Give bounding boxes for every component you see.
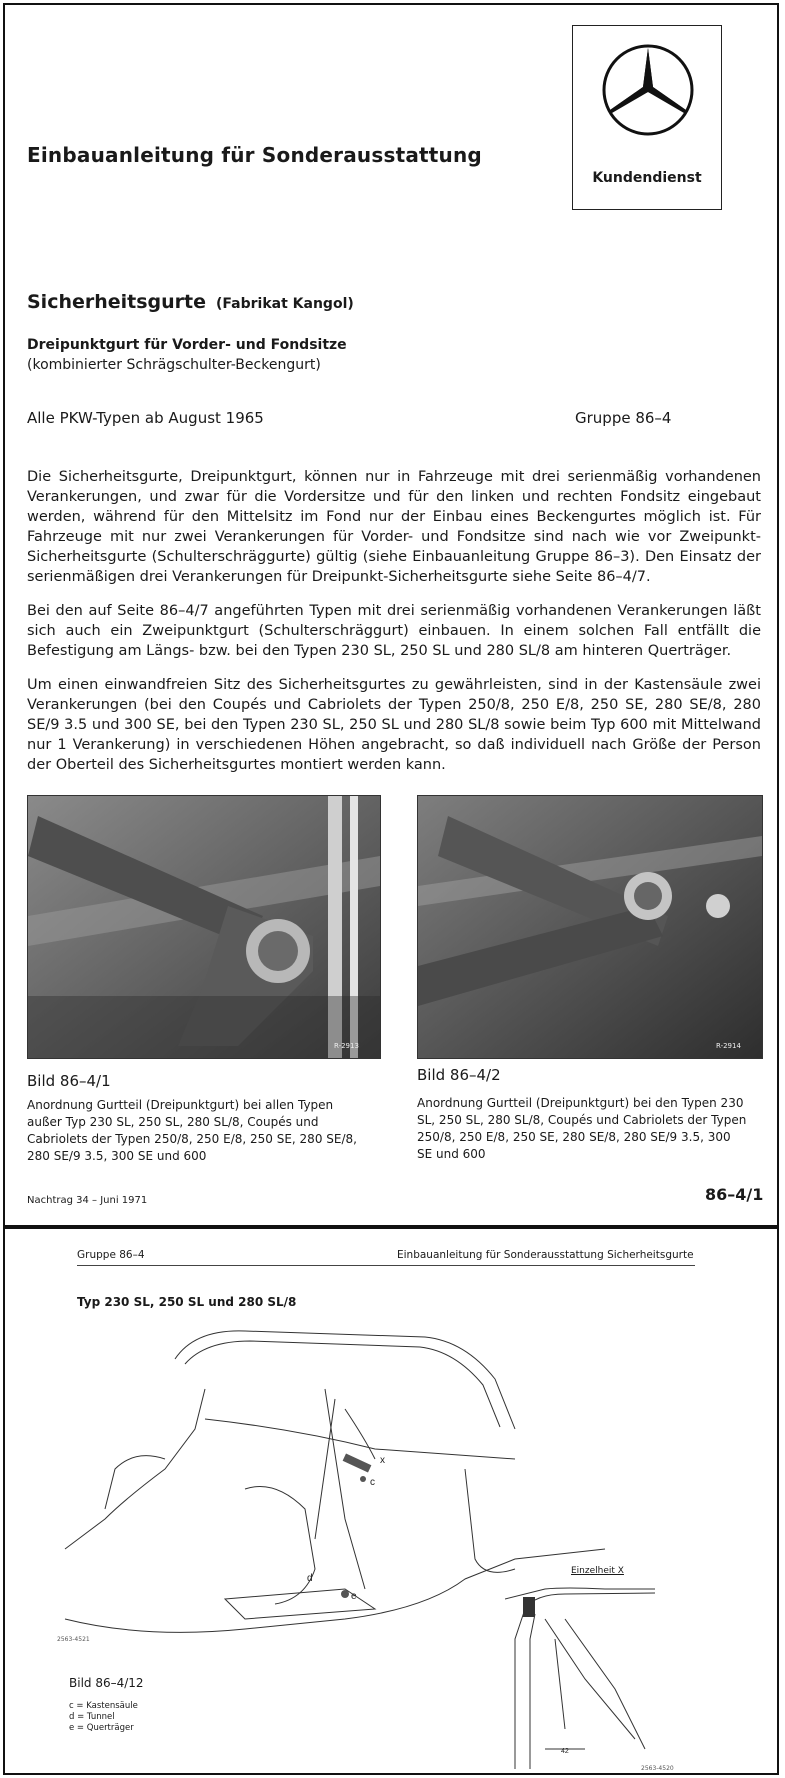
figure-2-title: Bild 86–4/2 bbox=[417, 1066, 501, 1084]
header-rule bbox=[77, 1265, 695, 1266]
figure-2-caption: Anordnung Gurtteil (Dreipunktgurt) bei den Typen 230 SL, 250 SL, 280 SL/8, Coupés und Cabriolets der Typen 250/8, 250 E/8, 250 SE, 280 SE/8, 280 SE/9 3.5, 300 SE und 600 bbox=[417, 1096, 747, 1161]
label-d: d bbox=[307, 1573, 313, 1584]
section-subtitle-note: (kombinierter Schrägschulter-Beckengurt) bbox=[27, 357, 321, 373]
document-heading: Einbauanleitung für Sonderausstattung bbox=[27, 143, 482, 167]
page-number: 86–4/1 bbox=[705, 1185, 764, 1204]
footer-supplement: Nachtrag 34 – Juni 1971 bbox=[27, 1195, 148, 1206]
mercedes-star-icon bbox=[600, 42, 696, 138]
type-line: Typ 230 SL, 250 SL und 280 SL/8 bbox=[77, 1295, 297, 1309]
detail-x-drawing bbox=[505, 1579, 695, 1769]
legend-item: e = Querträger bbox=[69, 1723, 134, 1733]
document-page-2 bbox=[3, 1227, 779, 1775]
photo-belt-anchor-2 bbox=[417, 795, 763, 1059]
legend-item: d = Tunnel bbox=[69, 1712, 115, 1722]
document-page-1 bbox=[3, 3, 779, 1227]
header-title: Einbauanleitung für Sonderausstattung Sicherheitsgurte bbox=[397, 1249, 694, 1261]
detail-code: 2563-4520 bbox=[641, 1765, 674, 1772]
paragraph-1: Die Sicherheitsgurte, Dreipunktgurt, können nur in Fahrzeuge mit drei serienmäßig vorhandenen Verankerungen, und zwar für die Vordersitze und für den linken und rechten Fondsitz eingebaut werden, während für den Mittelsitz im Fond nur der Einbau eines Beckengurtes möglich ist. Für Fahrzeuge mit nur zwei Verankerungen für Vorder- und Fondsitze sind nach wie vor Zweipunkt-Sicherheitsgurte (Schulterschräggurte) gültig (siehe Einbauanleitung Gruppe 86–3). Den Einsatz der serienmäßigen drei Verankerungen für Dreipunkt-Sicherheitsgurte siehe Seite 86–4/7. bbox=[27, 469, 761, 585]
logo-label: Kundendienst bbox=[592, 170, 702, 186]
label-c: c bbox=[370, 1477, 375, 1488]
photo-code: R-2914 bbox=[716, 1042, 741, 1050]
drawing-code: 2563-4521 bbox=[57, 1636, 90, 1643]
detail-x-title: Einzelheit X bbox=[571, 1566, 624, 1576]
label-e: e bbox=[351, 1591, 357, 1602]
detail-dimension: 42 bbox=[561, 1748, 569, 1755]
paragraph-2: Bei den auf Seite 86–4/7 angeführten Typen mit drei serienmäßig vorhandenen Verankerungen läßt sich auch ein Zweipunktgurt (Schulterschräggurt) einbauen. In einem solchen Fall entfällt die Befestigung am Längs- bzw. bei den Typen 230 SL, 250 SL und 280 SL/8 am hinteren Querträger. bbox=[27, 603, 761, 659]
legend-item: c = Kastensäule bbox=[69, 1701, 138, 1711]
photo-code: R-2913 bbox=[334, 1042, 359, 1050]
vehicle-types: Alle PKW-Typen ab August 1965 bbox=[27, 409, 264, 427]
title-suffix: (Fabrikat Kangol) bbox=[216, 296, 354, 312]
photo-belt-anchor-1 bbox=[27, 795, 381, 1059]
kundendienst-logo-box bbox=[572, 25, 722, 210]
figure-12-title: Bild 86–4/12 bbox=[69, 1676, 144, 1690]
title-text: Sicherheitsgurte bbox=[27, 291, 207, 313]
figure-1-caption: Anordnung Gurtteil (Dreipunktgurt) bei allen Typen außer Typ 230 SL, 250 SL, 280 SL/8, Coupés und Cabriolets der Typen 250/8, 250 E/8, 250 SE, 280 SE/8, 280 SE/9 3.5, 300 SE und 600 bbox=[27, 1098, 357, 1163]
header-gruppe: Gruppe 86–4 bbox=[77, 1249, 145, 1261]
paragraph-3: Um einen einwandfreien Sitz des Sicherheitsgurtes zu gewährleisten, sind in der Kastensäule zwei Verankerungen (bei den Coupés und Cabriolets der Typen 250/8, 250 E/8, 250 SE, 280 SE/8, 280 SE/9 3.5 und 300 SE, bei den Typen 230 SL, 250 SL und 280 SL/8 sowie beim Typ 600 mit Mittelwand nur 1 Verankerung) in verschiedenen Höhen angebracht, so daß individuell nach Größe der Person der Oberteil des Sicherheitsgurtes montiert werden kann. bbox=[27, 677, 761, 773]
section-subtitle: Dreipunktgurt für Vorder- und Fondsitze bbox=[27, 337, 347, 353]
figure-legend bbox=[69, 1701, 138, 1734]
label-x: x bbox=[380, 1455, 385, 1466]
section-title bbox=[27, 291, 354, 313]
gruppe-label: Gruppe 86–4 bbox=[575, 409, 672, 427]
figure-1-title: Bild 86–4/1 bbox=[27, 1072, 111, 1090]
